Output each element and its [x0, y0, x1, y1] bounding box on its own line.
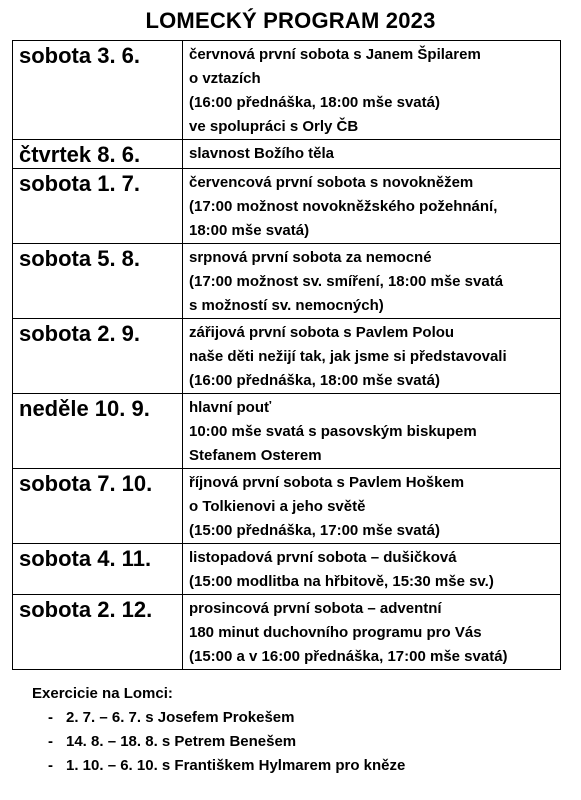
program-description-line: (16:00 přednáška, 18:00 mše svatá)	[189, 94, 440, 111]
program-description-line: s možností sv. nemocných)	[189, 297, 384, 314]
program-description	[183, 41, 561, 140]
program-description-line: o Tolkienovi a jeho světě	[189, 498, 366, 515]
program-description	[183, 469, 561, 544]
exercise-heading: Exercicie na Lomci:	[32, 685, 173, 702]
program-description	[183, 544, 561, 595]
program-description-line: (15:00 přednáška, 17:00 mše svatá)	[189, 522, 440, 539]
program-date: neděle 10. 9.	[13, 394, 183, 469]
exercise-item-text: 1. 10. – 6. 10. s Františkem Hylmarem pro kněze	[66, 757, 406, 774]
program-description-line: naše děti nežijí tak, jak jsme si představovali	[189, 348, 507, 365]
program-description-line: Stefanem Osterem	[189, 447, 322, 464]
program-description	[183, 319, 561, 394]
program-description-line: listopadová první sobota – dušičková	[189, 549, 457, 566]
program-table	[12, 40, 561, 670]
program-date: čtvrtek 8. 6.	[13, 140, 183, 169]
program-date: sobota 1. 7.	[13, 169, 183, 244]
program-row	[13, 469, 561, 544]
program-description-line: o vztazích	[189, 70, 261, 87]
bullet-dash: -	[48, 733, 53, 750]
program-date: sobota 2. 12.	[13, 595, 183, 670]
program-row	[13, 394, 561, 469]
program-description-line: (17:00 možnost novokněžského požehnání,	[189, 198, 498, 215]
bullet-dash: -	[48, 709, 53, 726]
program-date: sobota 5. 8.	[13, 244, 183, 319]
program-row	[13, 595, 561, 670]
exercise-item-text: 2. 7. – 6. 7. s Josefem Prokešem	[66, 709, 295, 726]
program-description-line: ve spolupráci s Orly ČB	[189, 118, 359, 135]
program-date: sobota 7. 10.	[13, 469, 183, 544]
program-row	[13, 244, 561, 319]
program-row	[13, 140, 561, 169]
bullet-dash: -	[48, 757, 53, 774]
exercise-section	[32, 682, 562, 778]
program-description-line: červnová první sobota s Janem Špilarem	[189, 46, 481, 63]
program-description	[183, 394, 561, 469]
program-description-line: říjnová první sobota s Pavlem Hoškem	[189, 474, 465, 491]
program-description	[183, 169, 561, 244]
program-description-line: (16:00 přednáška, 18:00 mše svatá)	[189, 372, 440, 389]
program-description-line: (17:00 možnost sv. smíření, 18:00 mše svatá	[189, 273, 504, 290]
program-date: sobota 2. 9.	[13, 319, 183, 394]
exercise-item	[48, 754, 562, 778]
program-description-line: srpnová první sobota za nemocné	[189, 249, 432, 266]
exercise-item-text: 14. 8. – 18. 8. s Petrem Benešem	[66, 733, 297, 750]
program-description-line: 10:00 mše svatá s pasovským biskupem	[189, 423, 477, 440]
program-description	[183, 595, 561, 670]
program-date: sobota 4. 11.	[13, 544, 183, 595]
program-description	[183, 244, 561, 319]
exercise-list	[32, 706, 562, 778]
program-table-body	[13, 41, 561, 670]
program-description-line: (15:00 a v 16:00 přednáška, 17:00 mše svatá)	[189, 648, 508, 665]
program-description-line: prosincová první sobota – adventní	[189, 600, 442, 617]
program-description-line: červencová první sobota s novokněžem	[189, 174, 474, 191]
program-row	[13, 41, 561, 140]
page-title: LOMECKÝ PROGRAM 2023	[145, 8, 436, 33]
exercise-item	[48, 730, 562, 754]
program-row	[13, 169, 561, 244]
program-description-line: 180 minut duchovního programu pro Vás	[189, 624, 482, 641]
exercise-item	[48, 706, 562, 730]
program-description-line: zářijová první sobota s Pavlem Polou	[189, 324, 455, 341]
program-description-line: 18:00 mše svatá)	[189, 222, 310, 239]
program-row	[13, 319, 561, 394]
program-row	[13, 544, 561, 595]
program-date: sobota 3. 6.	[13, 41, 183, 140]
program-description-line: (15:00 modlitba na hřbitově, 15:30 mše sv.)	[189, 573, 494, 590]
program-description-line: hlavní pouť	[189, 399, 272, 416]
program-description	[183, 140, 561, 169]
program-description-line: slavnost Božího těla	[189, 145, 335, 162]
